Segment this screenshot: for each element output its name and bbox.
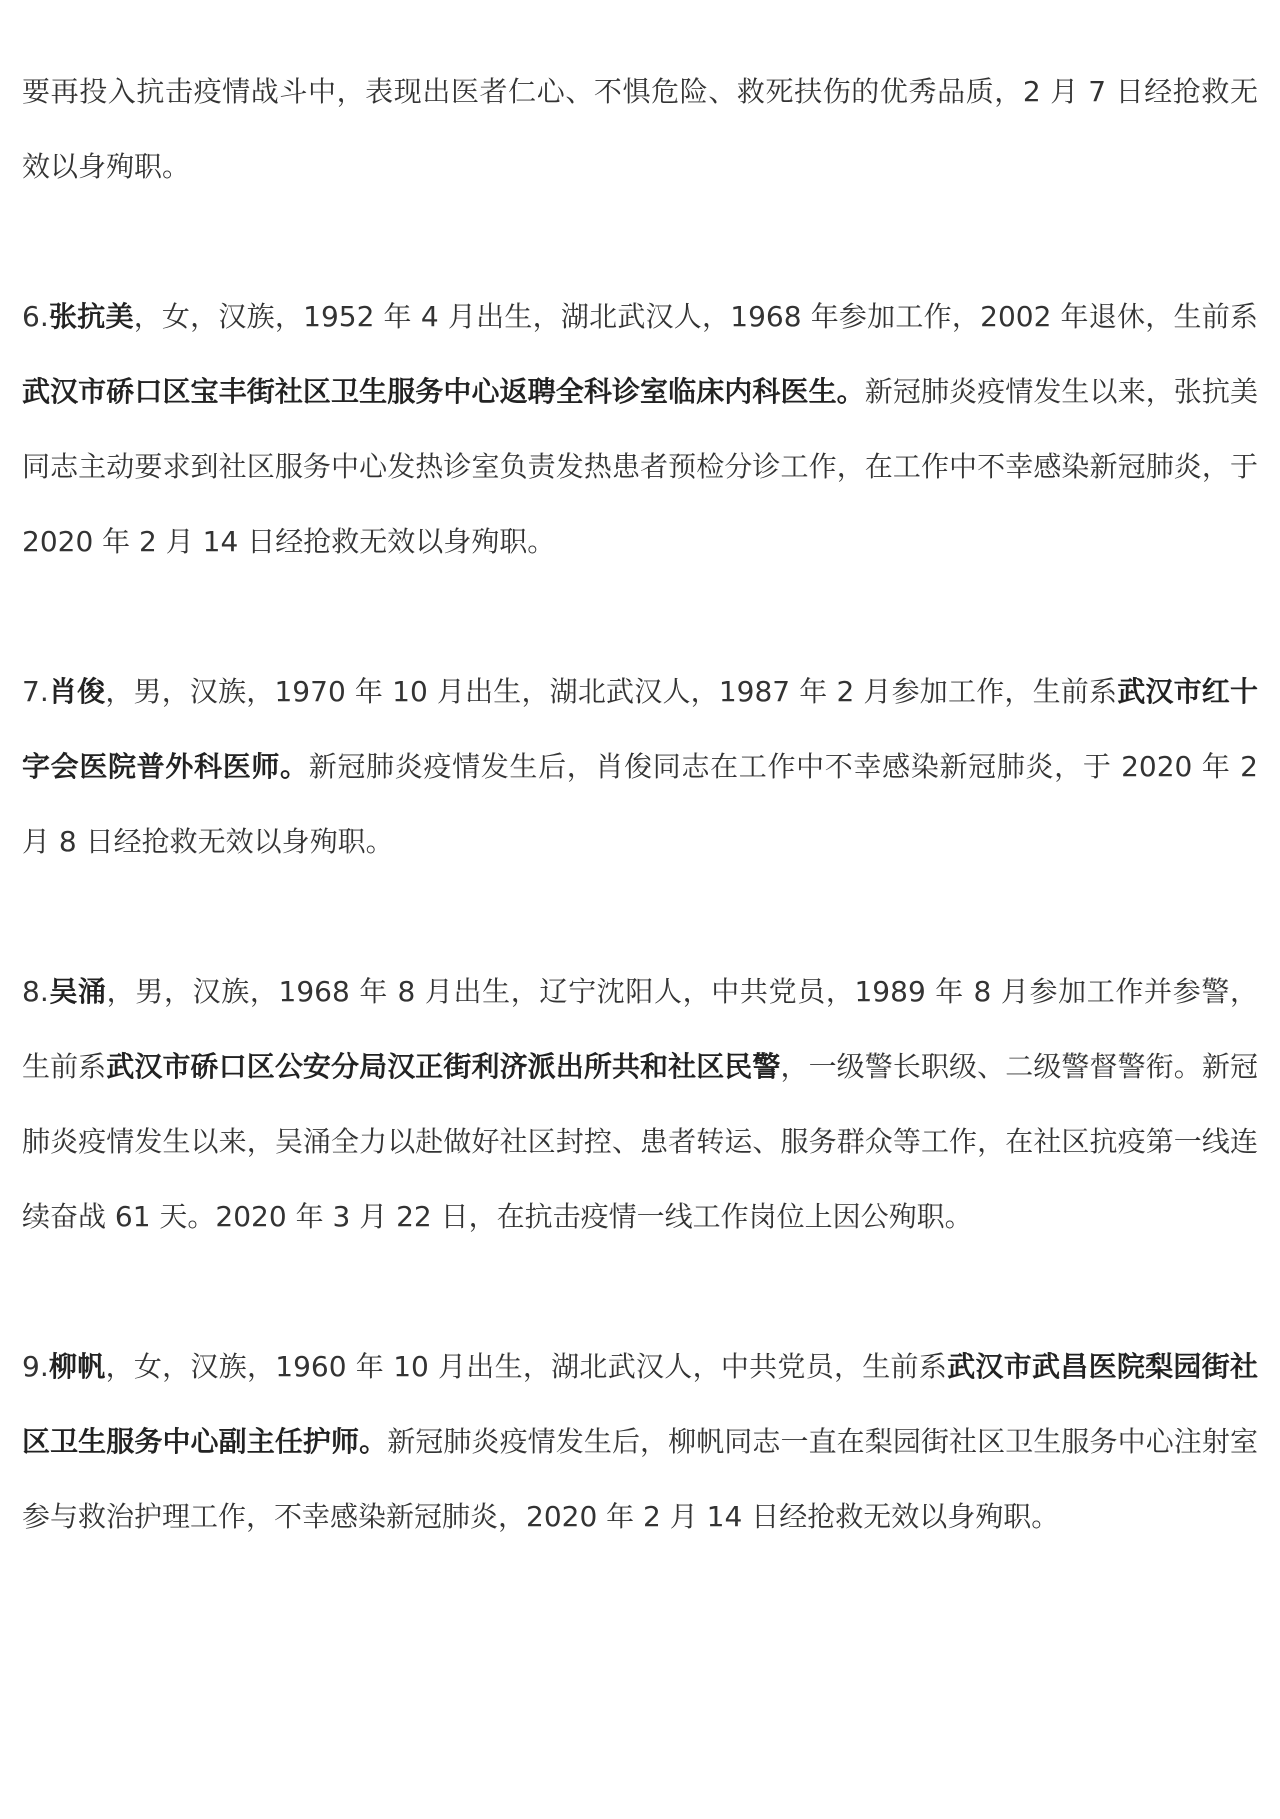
entry-number: 9. (22, 1350, 49, 1383)
workplace-title: 武汉市武昌医院梨园街社区卫生服务中心副主任护师。 (22, 1350, 1258, 1458)
person-name: 吴涌 (48, 975, 107, 1008)
document-body (22, 54, 1258, 1554)
workplace-title: 武汉市硚口区宝丰街社区卫生服务中心返聘全科诊室临床内科医生。 (22, 375, 865, 408)
paragraph-gap (22, 1254, 1258, 1329)
entry-number: 6. (22, 300, 49, 333)
entry-number: 8. (22, 975, 49, 1008)
paragraph-entry-9 (22, 1329, 1258, 1554)
workplace-title: 武汉市硚口区公安分局汉正街利济派出所共和社区民警 (106, 1050, 781, 1083)
person-name: 肖俊 (48, 675, 106, 708)
paragraph-entry-7 (22, 654, 1258, 879)
workplace-title: 武汉市红十字会医院普外科医师。 (22, 675, 1258, 783)
paragraph-gap (22, 879, 1258, 954)
text-segment: ，男，汉族，1968 年 8 月出生，辽宁沈阳人，中共党员，1989 年 8 月参加工作并参警，生前系 (22, 975, 1258, 1083)
person-name: 张抗美 (48, 300, 134, 333)
text-segment: 要再投入抗击疫情战斗中，表现出医者仁心、不惧危险、救死扶伤的优秀品质，2 月 7 日经抢救无效以身殉职。 (22, 75, 1258, 183)
paragraph-continuation (22, 54, 1258, 204)
text-segment: 新冠肺炎疫情发生后，柳帆同志一直在梨园街社区卫生服务中心注射室参与救治护理工作，不幸感染新冠肺炎，2020 年 2 月 14 日经抢救无效以身殉职。 (22, 1425, 1258, 1533)
text-segment: 新冠肺炎疫情发生后，肖俊同志在工作中不幸感染新冠肺炎，于 2020 年 2 月 8 日经抢救无效以身殉职。 (22, 750, 1258, 858)
text-segment: ，男，汉族，1970 年 10 月出生，湖北武汉人，1987 年 2 月参加工作，生前系 (105, 675, 1118, 708)
text-segment: 新冠肺炎疫情发生以来，张抗美同志主动要求到社区服务中心发热诊室负责发热患者预检分诊工作，在工作中不幸感染新冠肺炎，于 2020 年 2 月 14 日经抢救无效以身殉职。 (22, 375, 1258, 558)
text-segment: ，女，汉族，1960 年 10 月出生，湖北武汉人，中共党员，生前系 (105, 1350, 948, 1383)
person-name: 柳帆 (48, 1350, 106, 1383)
text-segment: ，女，汉族，1952 年 4 月出生，湖北武汉人，1968 年参加工作，2002 年退休，生前系 (133, 300, 1258, 333)
paragraph-entry-6 (22, 279, 1258, 579)
paragraph-gap (22, 204, 1258, 279)
paragraph-entry-8 (22, 954, 1258, 1254)
text-segment: ，一级警长职级、二级警督警衔。新冠肺炎疫情发生以来，吴涌全力以赴做好社区封控、患者转运、服务群众等工作，在社区抗疫第一线连续奋战 61 天。2020 年 3 月 22 日，在抗击疫情一线工作岗位上因公殉职。 (22, 1050, 1258, 1233)
entry-number: 7. (22, 675, 49, 708)
paragraph-gap (22, 579, 1258, 654)
